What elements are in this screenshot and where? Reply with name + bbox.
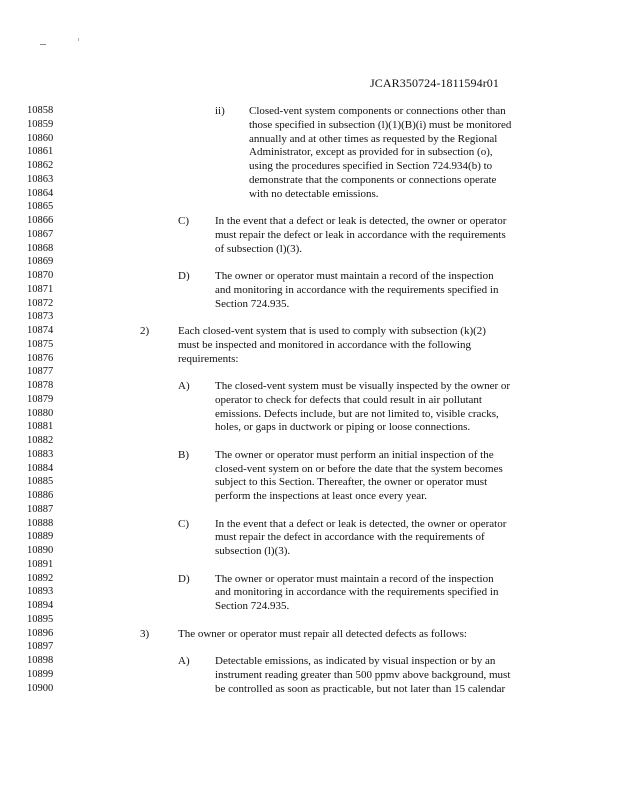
text-line: and monitoring in accordance with the requirements specified in <box>215 283 499 296</box>
text-line: emissions. Defects include, but are not limited to, visible cracks, <box>215 407 499 420</box>
text-line: closed-vent system on or before the date that the system becomes <box>215 462 503 475</box>
text-line: perform the inspections at least once every year. <box>215 490 427 502</box>
text-line: The owner or operator must maintain a record of the inspection <box>215 572 494 585</box>
line-number: 10864 <box>27 187 54 199</box>
item-label: D) <box>178 572 190 585</box>
line-number: 10900 <box>27 682 54 694</box>
item-label: C) <box>178 215 189 227</box>
text-line: and monitoring in accordance with the requirements specified in <box>215 586 499 599</box>
text-line: Section 724.935. <box>215 600 290 612</box>
line-number: 10860 <box>27 132 54 144</box>
line-number: 10862 <box>27 160 54 171</box>
item-label: 2) <box>140 325 150 337</box>
item-label: ii) <box>215 105 225 117</box>
line-number: 10884 <box>27 462 54 474</box>
line-number: 10870 <box>27 270 54 281</box>
line-number: 10869 <box>27 256 54 268</box>
line-number: 10873 <box>27 311 54 323</box>
line-number: 10891 <box>27 558 54 570</box>
line-number: 10867 <box>27 228 54 240</box>
document-id: JCAR350724-1811594r01 <box>370 76 499 90</box>
line-number: 10871 <box>27 283 54 295</box>
line-number: 10890 <box>27 545 54 556</box>
text-line: Detectable emissions, as indicated by visual inspection or by an <box>215 655 496 667</box>
line-number: 10899 <box>27 668 54 680</box>
text-line: with no detectable emissions. <box>249 187 379 200</box>
line-number: 10859 <box>27 118 54 130</box>
text-line: Administrator, except as provided for in subsection (o), <box>249 146 493 159</box>
text-line: Section 724.935. <box>215 297 290 310</box>
line-number: 10858 <box>27 105 54 116</box>
line-number: 10881 <box>27 421 54 433</box>
text-line: instrument reading greater than 500 ppmv above background, must <box>215 668 511 681</box>
text-line: must be inspected and monitored in accordance with the following <box>178 338 471 351</box>
text-line: be controlled as soon as practicable, but not later than 15 calendar <box>215 682 506 695</box>
text-line: must repair the defect or leak in accordance with the requirements <box>215 228 506 241</box>
item-label: 3) <box>140 627 150 640</box>
text-line: The owner or operator must maintain a record of the inspection <box>215 270 494 282</box>
line-number: 10894 <box>27 600 54 611</box>
item-label: D) <box>178 270 190 282</box>
item-label: B) <box>178 448 189 461</box>
line-number: 10897 <box>27 641 54 653</box>
line-number: 10874 <box>27 325 54 336</box>
line-number: 10880 <box>27 407 54 419</box>
line-number: 10887 <box>27 503 54 515</box>
text-line: In the event that a defect or leak is detected, the owner or operator <box>215 517 507 530</box>
line-number: 10878 <box>27 380 54 391</box>
scan-mark <box>40 44 46 45</box>
line-number: 10877 <box>27 366 54 378</box>
text-line: holes, or gaps in ductwork or piping or loose connections. <box>215 421 471 434</box>
line-number: 10896 <box>27 627 54 639</box>
text-line: using the procedures specified in Section 724.934(b) to <box>249 160 493 172</box>
text-line: operator to check for defects that could result in air pollutant <box>215 393 482 406</box>
line-number: 10876 <box>27 352 54 364</box>
text-line: Closed-vent system components or connections other than <box>249 105 506 117</box>
line-number: 10861 <box>27 146 54 158</box>
text-line: In the event that a defect or leak is detected, the owner or operator <box>215 215 507 227</box>
line-number: 10888 <box>27 517 54 529</box>
text-line: annually and at other times as requested by the Regional <box>249 132 498 145</box>
text-line: The owner or operator must repair all detected defects as follows: <box>178 627 467 640</box>
line-number: 10885 <box>27 476 54 488</box>
item-label: A) <box>178 380 190 392</box>
text-line: of subsection (l)(3). <box>215 242 303 255</box>
item-label: C) <box>178 517 189 530</box>
scan-mark <box>78 38 79 41</box>
text-line: The owner or operator must perform an initial inspection of the <box>215 448 494 461</box>
line-number: 10892 <box>27 572 54 584</box>
line-number: 10895 <box>27 613 54 625</box>
line-number: 10889 <box>27 531 54 543</box>
text-line: requirements: <box>178 352 239 365</box>
line-number: 10872 <box>27 297 54 309</box>
line-number: 10863 <box>27 173 54 185</box>
line-number: 10883 <box>27 448 54 460</box>
text-line: subject to this Section. Thereafter, the owner or operator must <box>215 476 488 489</box>
line-number: 10875 <box>27 338 54 350</box>
text-line: those specified in subsection (l)(1)(B)(i) must be monitored <box>249 118 512 131</box>
line-number: 10866 <box>27 215 54 226</box>
line-number: 10879 <box>27 393 54 405</box>
line-number: 10886 <box>27 490 54 501</box>
text-line: demonstrate that the components or connections operate <box>249 173 497 186</box>
line-number: 10898 <box>27 655 54 666</box>
text-line: Each closed-vent system that is used to comply with subsection (k)(2) <box>178 325 486 337</box>
text-line: must repair the defect in accordance with the requirements of <box>215 531 485 544</box>
item-label: A) <box>178 655 190 667</box>
line-number: 10882 <box>27 435 54 446</box>
line-number: 10865 <box>27 201 54 213</box>
text-line: The closed-vent system must be visually inspected by the owner or <box>215 380 511 392</box>
text-line: subsection (l)(3). <box>215 545 291 557</box>
line-number: 10893 <box>27 586 54 598</box>
line-number: 10868 <box>27 242 54 254</box>
